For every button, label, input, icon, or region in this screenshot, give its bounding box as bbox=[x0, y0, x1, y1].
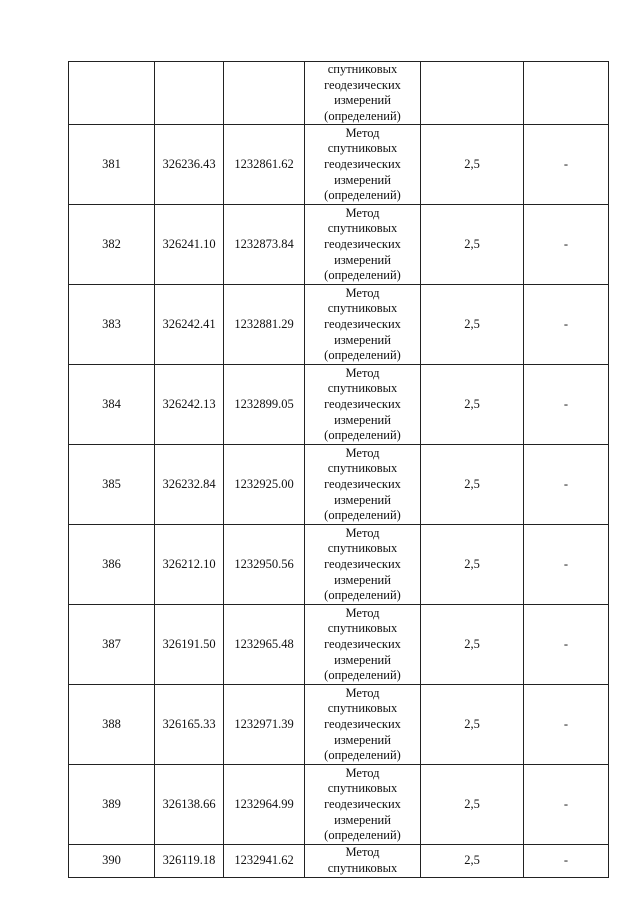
method-line: спутниковых bbox=[327, 701, 398, 716]
note-cell: - bbox=[524, 685, 609, 765]
x-coordinate-cell: 326232.84 bbox=[155, 445, 224, 525]
method-line: геодезических bbox=[324, 317, 401, 332]
point-number-cell: 386 bbox=[69, 525, 155, 605]
method-line: спутниковых bbox=[327, 621, 398, 636]
accuracy-cell: 2,5 bbox=[421, 525, 524, 605]
method-line: (определений) bbox=[324, 668, 401, 683]
table-row bbox=[69, 605, 609, 685]
method-line: спутниковых bbox=[327, 860, 398, 875]
y-coordinate-cell: 1232861.62 bbox=[224, 125, 305, 205]
point-number-cell: 390 bbox=[69, 845, 155, 877]
coordinates-table-body bbox=[69, 62, 609, 878]
accuracy-cell: 2,5 bbox=[421, 765, 524, 845]
accuracy-cell: 2,5 bbox=[421, 445, 524, 525]
method-line: (определений) bbox=[324, 188, 401, 203]
method-line: (определений) bbox=[324, 588, 401, 603]
method-line: Метод bbox=[345, 125, 380, 140]
y-coordinate-cell: 1232964.99 bbox=[224, 765, 305, 845]
accuracy-cell: 2,5 bbox=[421, 845, 524, 877]
method-line: измерений bbox=[334, 412, 391, 427]
accuracy-cell: 2,5 bbox=[421, 365, 524, 445]
x-coordinate-cell: 326241.10 bbox=[155, 205, 224, 285]
method-line: спутниковых bbox=[327, 62, 398, 76]
method-line: спутниковых bbox=[327, 301, 398, 316]
y-coordinate-cell: 1232941.62 bbox=[224, 845, 305, 877]
accuracy-cell bbox=[421, 62, 524, 125]
method-line: измерений bbox=[334, 732, 391, 747]
method-line: геодезических bbox=[324, 77, 401, 92]
method-cell bbox=[305, 685, 421, 765]
point-number-cell: 389 bbox=[69, 765, 155, 845]
method-line: Метод bbox=[345, 445, 380, 460]
table-row bbox=[69, 685, 609, 765]
method-line: геодезических bbox=[324, 637, 401, 652]
note-cell bbox=[524, 62, 609, 125]
method-line: спутниковых bbox=[327, 381, 398, 396]
method-cell bbox=[305, 445, 421, 525]
method-line: геодезических bbox=[324, 397, 401, 412]
point-number-cell: 384 bbox=[69, 365, 155, 445]
point-number-cell: 385 bbox=[69, 445, 155, 525]
method-line: измерений bbox=[334, 572, 391, 587]
table-row bbox=[69, 205, 609, 285]
method-cell bbox=[305, 525, 421, 605]
note-cell: - bbox=[524, 765, 609, 845]
method-line: геодезических bbox=[324, 477, 401, 492]
point-number-cell: 381 bbox=[69, 125, 155, 205]
method-line: (определений) bbox=[324, 748, 401, 763]
method-line: (определений) bbox=[324, 508, 401, 523]
note-cell: - bbox=[524, 445, 609, 525]
x-coordinate-cell: 326119.18 bbox=[155, 845, 224, 877]
point-number-cell: 382 bbox=[69, 205, 155, 285]
method-cell bbox=[305, 125, 421, 205]
y-coordinate-cell: 1232925.00 bbox=[224, 445, 305, 525]
method-line: измерений bbox=[334, 332, 391, 347]
x-coordinate-cell: 326212.10 bbox=[155, 525, 224, 605]
x-coordinate-cell: 326191.50 bbox=[155, 605, 224, 685]
point-number-cell: 383 bbox=[69, 285, 155, 365]
method-line: спутниковых bbox=[327, 221, 398, 236]
method-line: спутниковых bbox=[327, 141, 398, 156]
method-line: геодезических bbox=[324, 157, 401, 172]
method-line: Метод bbox=[345, 365, 380, 380]
point-number-cell: 387 bbox=[69, 605, 155, 685]
accuracy-cell: 2,5 bbox=[421, 685, 524, 765]
note-cell: - bbox=[524, 125, 609, 205]
method-cell bbox=[305, 365, 421, 445]
method-line: (определений) bbox=[324, 108, 401, 123]
method-line: измерений bbox=[334, 252, 391, 267]
method-cell bbox=[305, 765, 421, 845]
x-coordinate-cell: 326242.13 bbox=[155, 365, 224, 445]
method-cell bbox=[305, 205, 421, 285]
x-coordinate-cell: 326236.43 bbox=[155, 125, 224, 205]
x-coordinate-cell: 326242.41 bbox=[155, 285, 224, 365]
method-line: (определений) bbox=[324, 348, 401, 363]
y-coordinate-cell: 1232899.05 bbox=[224, 365, 305, 445]
method-line: Метод bbox=[345, 525, 380, 540]
method-line: (определений) bbox=[324, 428, 401, 443]
table-row-continued bbox=[69, 62, 609, 125]
note-cell: - bbox=[524, 605, 609, 685]
point-number-cell bbox=[69, 62, 155, 125]
note-cell: - bbox=[524, 845, 609, 877]
accuracy-cell: 2,5 bbox=[421, 205, 524, 285]
method-line: спутниковых bbox=[327, 461, 398, 476]
method-line: Метод bbox=[345, 205, 380, 220]
method-line: Метод bbox=[345, 285, 380, 300]
table-row bbox=[69, 125, 609, 205]
method-line: (определений) bbox=[324, 828, 401, 843]
method-cell bbox=[305, 605, 421, 685]
table-row bbox=[69, 445, 609, 525]
method-line: геодезических bbox=[324, 237, 401, 252]
accuracy-cell: 2,5 bbox=[421, 285, 524, 365]
table-row bbox=[69, 845, 609, 877]
table-row bbox=[69, 765, 609, 845]
y-coordinate-cell: 1232965.48 bbox=[224, 605, 305, 685]
coordinates-table bbox=[68, 61, 609, 878]
method-cell bbox=[305, 845, 421, 877]
accuracy-cell: 2,5 bbox=[421, 125, 524, 205]
y-coordinate-cell: 1232881.29 bbox=[224, 285, 305, 365]
x-coordinate-cell: 326165.33 bbox=[155, 685, 224, 765]
note-cell: - bbox=[524, 285, 609, 365]
method-line: (определений) bbox=[324, 268, 401, 283]
method-line: геодезических bbox=[324, 797, 401, 812]
x-coordinate-cell: 326138.66 bbox=[155, 765, 224, 845]
note-cell: - bbox=[524, 365, 609, 445]
method-line: Метод bbox=[345, 845, 380, 860]
method-line: измерений bbox=[334, 172, 391, 187]
table-row bbox=[69, 525, 609, 605]
method-line: измерений bbox=[334, 812, 391, 827]
method-line: геодезических bbox=[324, 717, 401, 732]
y-coordinate-cell: 1232950.56 bbox=[224, 525, 305, 605]
accuracy-cell: 2,5 bbox=[421, 605, 524, 685]
y-coordinate-cell: 1232971.39 bbox=[224, 685, 305, 765]
note-cell: - bbox=[524, 205, 609, 285]
method-line: измерений bbox=[334, 492, 391, 507]
method-line: спутниковых bbox=[327, 781, 398, 796]
method-cell bbox=[305, 62, 421, 125]
method-line: Метод bbox=[345, 605, 380, 620]
table-row bbox=[69, 365, 609, 445]
method-line: Метод bbox=[345, 765, 380, 780]
method-line: спутниковых bbox=[327, 541, 398, 556]
method-cell bbox=[305, 285, 421, 365]
y-coordinate-cell bbox=[224, 62, 305, 125]
point-number-cell: 388 bbox=[69, 685, 155, 765]
y-coordinate-cell: 1232873.84 bbox=[224, 205, 305, 285]
table-row bbox=[69, 285, 609, 365]
x-coordinate-cell bbox=[155, 62, 224, 125]
method-line: Метод bbox=[345, 685, 380, 700]
note-cell: - bbox=[524, 525, 609, 605]
method-line: измерений bbox=[334, 652, 391, 667]
method-line: геодезических bbox=[324, 557, 401, 572]
method-line: измерений bbox=[334, 93, 391, 108]
